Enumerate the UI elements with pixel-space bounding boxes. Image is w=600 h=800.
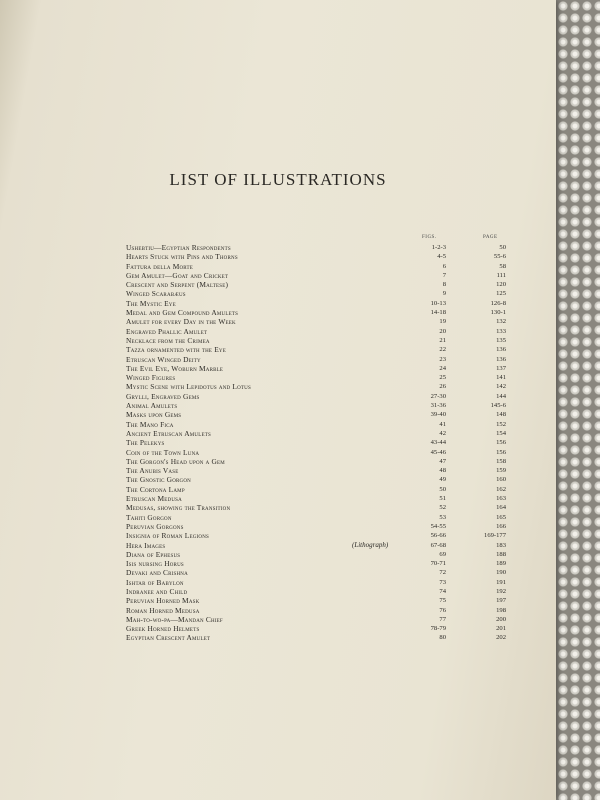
illustration-entry	[126, 448, 506, 457]
entry-label: Egyptian Crescent Amulet	[126, 633, 211, 643]
illustration-entry	[126, 364, 506, 373]
entry-label: Gem Amulet—Goat and Cricket	[126, 270, 229, 280]
entry-label: The Pelekys	[126, 438, 165, 448]
entry-page-number: 159	[496, 467, 506, 475]
entry-page-number: 189	[496, 560, 506, 568]
entry-figure-number: 56-66	[430, 532, 446, 540]
illustration-entry	[126, 429, 506, 438]
entry-page-number: 165	[496, 513, 506, 521]
illustration-entry	[126, 466, 506, 475]
figs-column-header: FIGS.	[422, 235, 437, 240]
entry-figure-number: 45-46	[430, 448, 446, 456]
entry-page-number: 154	[496, 429, 506, 437]
entry-figure-number: 42	[439, 429, 446, 437]
entry-label: Indranee and Child	[126, 586, 188, 596]
illustration-entry	[126, 615, 506, 624]
entry-page-number: 144	[496, 392, 506, 400]
entry-label: Ishtar of Babylon	[126, 577, 184, 587]
entry-figure-number: 24	[439, 364, 446, 372]
illustration-entry	[126, 410, 506, 419]
entry-figure-number: 47	[439, 457, 446, 465]
entry-page-number: 188	[496, 550, 506, 558]
illustration-entry	[126, 457, 506, 466]
entry-label: Ushebtiu—Egyptian Respondents	[126, 243, 231, 252]
illustration-entry	[126, 355, 506, 364]
entry-page-number: 201	[496, 625, 506, 633]
illustration-entry	[126, 308, 506, 317]
illustration-entry	[126, 317, 506, 326]
entry-figure-number: 19	[439, 318, 446, 326]
entry-figure-number: 26	[439, 383, 446, 391]
entry-page-number: 58	[499, 262, 506, 270]
entry-page-number: 111	[496, 271, 506, 279]
entry-label: Medal and Gem Compound Amulets	[126, 308, 239, 318]
entry-label: Grylli, Engraved Gems	[126, 391, 200, 401]
entry-figure-number: 76	[439, 606, 446, 614]
illustration-entry	[126, 271, 506, 280]
illustration-entry	[126, 401, 506, 410]
entry-figure-number: 39-40	[430, 411, 446, 419]
page-column-header: PAGE	[483, 235, 498, 240]
entry-label: Hearts Stuck with Pins and Thorns	[126, 252, 238, 262]
entry-figure-number: 51	[439, 495, 446, 503]
entry-label: Engraved Phallic Amulet	[126, 326, 208, 336]
entry-page-number: 183	[496, 541, 506, 549]
entry-page-number: 135	[496, 336, 506, 344]
entry-page-number: 152	[496, 420, 506, 428]
entry-page-number: 137	[496, 364, 506, 372]
entry-label: The Gorgon's Head upon a Gem	[126, 456, 225, 466]
entry-label: The Anubis Vase	[126, 466, 179, 476]
illustration-entry	[126, 392, 506, 401]
entry-label: Masks upon Gems	[126, 410, 182, 420]
entry-page-number: 164	[496, 504, 506, 512]
entry-figure-number: 74	[439, 587, 446, 595]
illustration-entry	[126, 587, 506, 596]
illustration-entry	[126, 382, 506, 391]
illustration-entry	[126, 633, 506, 642]
illustration-entry	[126, 438, 506, 447]
entry-label: Coin of the Town Luna	[126, 447, 200, 457]
entry-page-number: 148	[496, 411, 506, 419]
entry-label: Ancient Etruscan Amulets	[126, 428, 211, 438]
entry-label: Necklace from the Crimea	[126, 335, 210, 345]
entry-label: Hera Images	[126, 540, 166, 550]
entry-label: Peruvian Horned Mask	[126, 596, 200, 606]
illustration-entry	[126, 522, 506, 531]
illustration-entry	[126, 336, 506, 345]
entry-figure-number: 14-18	[430, 309, 446, 317]
entry-figure-number: 54-55	[430, 522, 446, 530]
entry-label: Insignia of Roman Legions	[126, 531, 210, 541]
illustration-entry	[126, 345, 506, 354]
illustration-entry	[126, 559, 506, 568]
entry-figure-number: 69	[439, 550, 446, 558]
illustration-entry	[126, 327, 506, 336]
entry-figure-number: 70-71	[430, 560, 446, 568]
entry-page-number: 158	[496, 457, 506, 465]
entry-label: The Gnostic Gorgon	[126, 475, 191, 485]
illustration-entry	[126, 596, 506, 605]
entry-page-number: 156	[496, 439, 506, 447]
illustration-entry	[126, 262, 506, 271]
entry-page-number: 126-8	[490, 299, 506, 307]
entry-page-number: 141	[496, 374, 506, 382]
entry-label: Winged Figures	[126, 373, 176, 383]
entry-figure-number: 23	[439, 355, 446, 363]
entry-label: The Cortona Lamp	[126, 484, 185, 494]
illustration-entry	[126, 541, 506, 550]
illustration-entry	[126, 475, 506, 484]
entry-page-number: 190	[496, 569, 506, 577]
entry-figure-number: 7	[442, 271, 446, 279]
entry-page-number: 136	[496, 346, 506, 354]
entry-page-number: 156	[496, 448, 506, 456]
page-title: LIST OF ILLUSTRATIONS	[169, 170, 387, 189]
entry-figure-number: 67-68	[430, 541, 446, 549]
entry-page-number: 163	[496, 495, 506, 503]
entry-page-number: 191	[496, 578, 506, 586]
entry-page-number: 120	[496, 281, 506, 289]
entry-page-number: 166	[496, 522, 506, 530]
entry-label: Etruscan Winged Deity	[126, 354, 201, 364]
entry-page-number: 169-177	[484, 532, 506, 540]
entry-figure-number: 41	[439, 420, 446, 428]
entry-figure-number: 72	[439, 569, 446, 577]
entry-figure-number: 50	[439, 485, 446, 493]
entry-page-number: 136	[496, 355, 506, 363]
entry-figure-number: 27-30	[430, 392, 446, 400]
entry-label: Winged Scarabæus	[126, 289, 186, 299]
entry-figure-number: 43-44	[430, 439, 446, 447]
illustration-entry	[126, 578, 506, 587]
entry-label: Crescent and Serpent (Maltese)	[126, 280, 229, 290]
illustration-entry	[126, 568, 506, 577]
entry-label: The Mystic Eye	[126, 298, 176, 308]
entry-figure-number: 49	[439, 476, 446, 484]
entry-label: Mystic Scene with Lepidotus and Lotus	[126, 382, 251, 392]
entry-label: Fattura della Morte	[126, 261, 194, 271]
entry-label: The Mano Fica	[126, 419, 174, 429]
illustration-entry	[126, 252, 506, 261]
illustration-entry	[126, 485, 506, 494]
entry-figure-number: 53	[439, 513, 446, 521]
illustration-entry	[126, 289, 506, 298]
entry-figure-number: 80	[439, 634, 446, 642]
entry-figure-number: 21	[439, 336, 446, 344]
illustration-entry	[126, 494, 506, 503]
entry-page-number: 55-6	[493, 253, 506, 261]
illustration-entry	[126, 373, 506, 382]
entry-figure-number: 1-2-3	[431, 244, 446, 251]
entry-page-number: 162	[496, 485, 506, 493]
entry-figure-number: 52	[439, 504, 446, 512]
entry-label: Diana of Ephesus	[126, 549, 181, 559]
entry-label: Medusas, showing the Transition	[126, 503, 231, 513]
entry-figure-number: 78-79	[430, 625, 446, 633]
entry-label: Mah-to-wo-pa—Mandan Chief	[126, 614, 223, 624]
illustration-entry	[126, 531, 506, 540]
entry-figure-number: 73	[439, 578, 446, 586]
entry-figure-number: 9	[442, 290, 446, 298]
entry-label: Tazza ornamented with the Eye	[126, 345, 226, 355]
entry-page-number: 145-6	[490, 402, 506, 410]
illustration-list	[126, 243, 506, 643]
entry-label: Isis nursing Horus	[126, 559, 184, 569]
entry-label: Animal Amulets	[126, 401, 178, 411]
illustration-entry	[126, 280, 506, 289]
entry-label: Etruscan Medusa	[126, 494, 182, 504]
entry-page-number: 197	[496, 597, 506, 605]
entry-figure-number: 48	[439, 467, 446, 475]
entry-page-number: 202	[496, 634, 506, 642]
entry-label: Roman Horned Medusa	[126, 605, 200, 615]
entry-figure-number: 31-36	[430, 402, 446, 410]
entry-page-number: 132	[496, 318, 506, 326]
entry-figure-number: 4-5	[437, 253, 446, 261]
entry-page-number: 130-1	[490, 309, 506, 317]
illustration-entry	[126, 550, 506, 559]
illustration-entry	[126, 420, 506, 429]
illustration-entry	[126, 624, 506, 633]
entry-page-number: 192	[496, 587, 506, 595]
entry-label: Tahiti Gorgon	[126, 512, 172, 522]
illustration-entry	[126, 299, 506, 308]
entry-label: Devaki and Crishna	[126, 568, 188, 578]
entry-figure-number: 75	[439, 597, 446, 605]
entry-note: (Lithograph)	[352, 540, 389, 549]
entry-page-number: 125	[496, 290, 506, 298]
entry-page-number: 50	[499, 244, 506, 251]
entry-figure-number: 77	[439, 615, 446, 623]
entry-page-number: 160	[496, 476, 506, 484]
entry-figure-number: 10-13	[430, 299, 446, 307]
illustration-entry	[126, 513, 506, 522]
entry-page-number: 133	[496, 327, 506, 335]
illustration-entry	[126, 606, 506, 615]
entry-label: The Evil Eye, Woburn Marble	[126, 363, 224, 373]
entry-label: Greek Horned Helmets	[126, 624, 200, 634]
entry-figure-number: 6	[442, 262, 446, 270]
entry-figure-number: 20	[439, 327, 446, 335]
entry-label: Peruvian Gorgons	[126, 521, 184, 531]
entry-label: Amulet for every Day in the Week	[126, 317, 236, 327]
entry-figure-number: 8	[442, 281, 446, 289]
illustration-entry	[126, 243, 506, 252]
entry-figure-number: 25	[439, 374, 446, 382]
entry-page-number: 142	[496, 383, 506, 391]
illustration-entry	[126, 503, 506, 512]
entry-figure-number: 22	[439, 346, 446, 354]
entry-page-number: 198	[496, 606, 506, 614]
entry-page-number: 200	[496, 615, 506, 623]
